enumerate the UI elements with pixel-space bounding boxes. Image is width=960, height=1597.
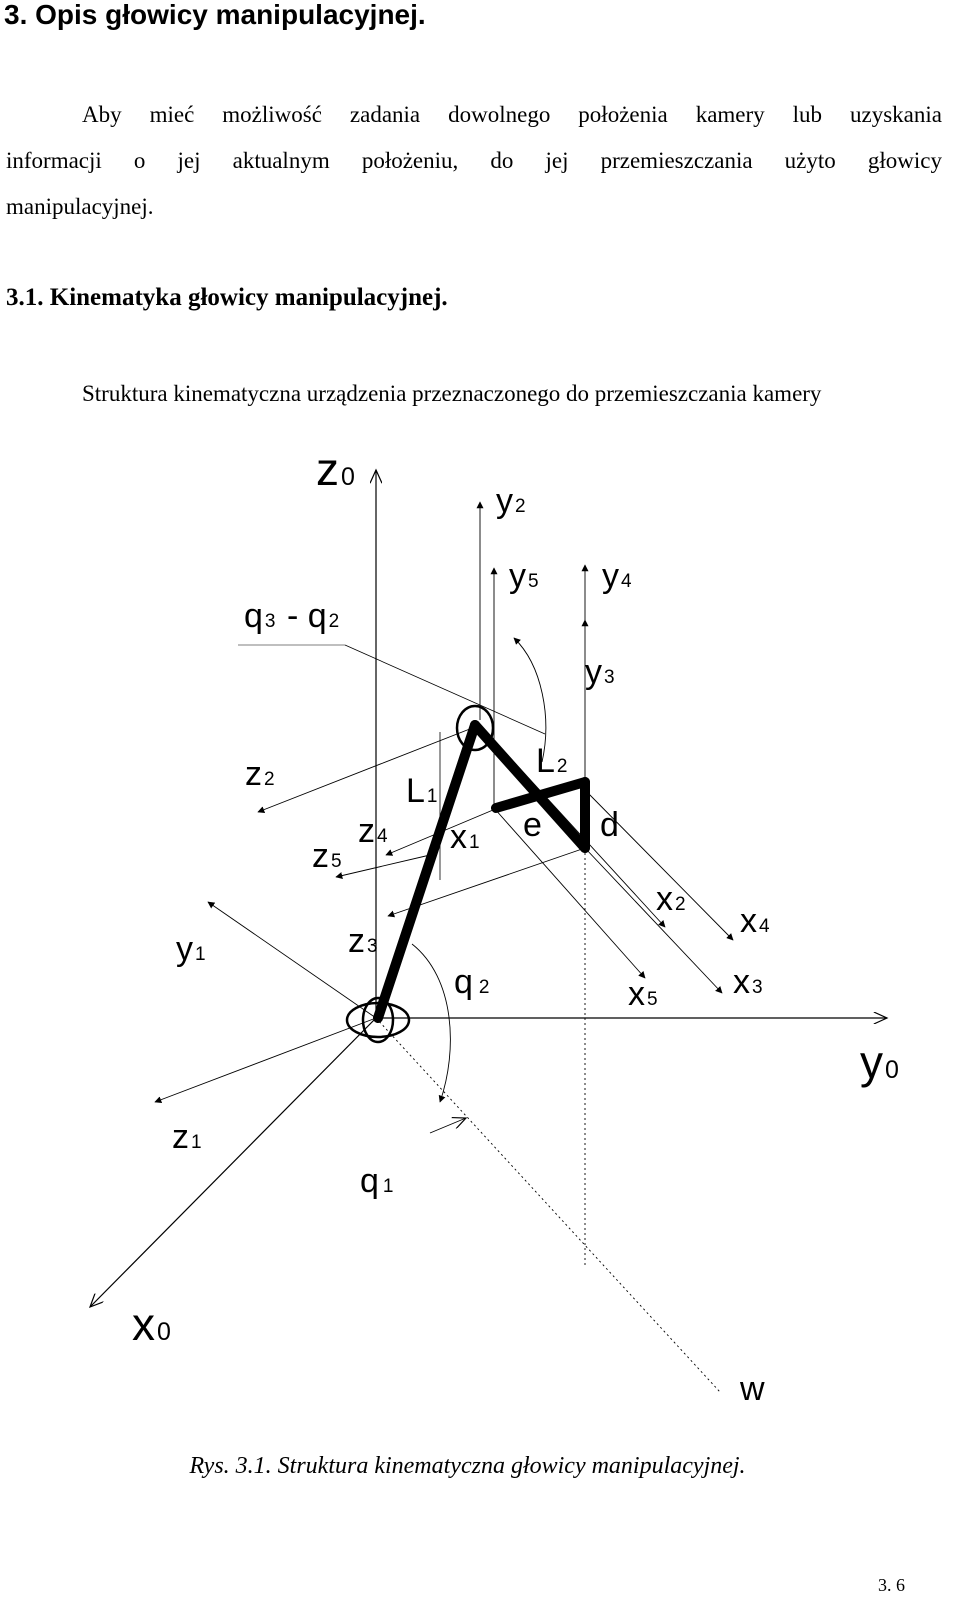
kinematic-structure-figure [0,430,960,1440]
label-x2: x 2 [656,880,686,918]
label-x0: x0 [132,1298,171,1350]
label-e: e [523,806,542,844]
label-q2: q 2 [454,963,490,1001]
label-z0: z0 [316,443,355,495]
label-x5: x 5 [628,975,658,1013]
figure-caption: Rys. 3.1. Struktura kinematyczna głowicy manipulacyjnej. [189,1453,746,1479]
label-q1: q 1 [360,1162,394,1200]
label-z4: z 4 [358,812,388,850]
label-z1: z 1 [172,1118,202,1156]
paragraph-line: manipulacyjnej. [6,194,154,219]
structure-paragraph: Struktura kinematyczna urządzenia przeznaczonego do przemieszczania kamery [82,381,822,406]
y1-axis [208,902,376,1018]
z5-axis [336,855,430,877]
page-number: 3. 6 [878,1575,905,1595]
z1-axis [155,1018,376,1102]
label-y5: y 5 [509,557,539,595]
label-x1: x 1 [450,818,480,856]
x0-axis [90,1018,376,1307]
label-x3: x 3 [733,963,763,1001]
w-projection [376,1018,720,1392]
paragraph-line: Aby mieć możliwość zadania dowolnego położenia kamery lub uzyskania [82,102,942,127]
label-y3: y 3 [585,653,615,691]
label-L1: L 1 [406,772,438,810]
label-w: w [740,1370,765,1408]
label-L2: L 2 [536,742,568,780]
label-x4: x 4 [740,902,770,940]
paragraph-line: informacji o jej aktualnym położeniu, do jej przemieszczania użyto głowicy [6,148,942,173]
label-z3: z 3 [348,922,378,960]
label-q3-minus-q2: q 3 - q 2 [244,597,340,635]
section-heading: 3. Opis głowicy manipulacyjnej. [4,0,426,30]
label-z5: z 5 [312,837,342,875]
label-d: d [600,806,619,844]
label-y2: y 2 [496,482,526,520]
subsection-heading: 3.1. Kinematyka głowicy manipulacyjnej. [6,284,448,311]
x3-axis [585,848,722,993]
q3-q2-direction [345,645,545,734]
intro-paragraph [6,92,942,230]
label-y0: y0 [860,1036,899,1088]
q1-angle-arc [430,1118,466,1133]
label-z2: z 2 [245,755,275,793]
label-y4: y 4 [602,557,632,595]
label-y1: y 1 [176,930,206,968]
axis-labels [132,443,899,1408]
